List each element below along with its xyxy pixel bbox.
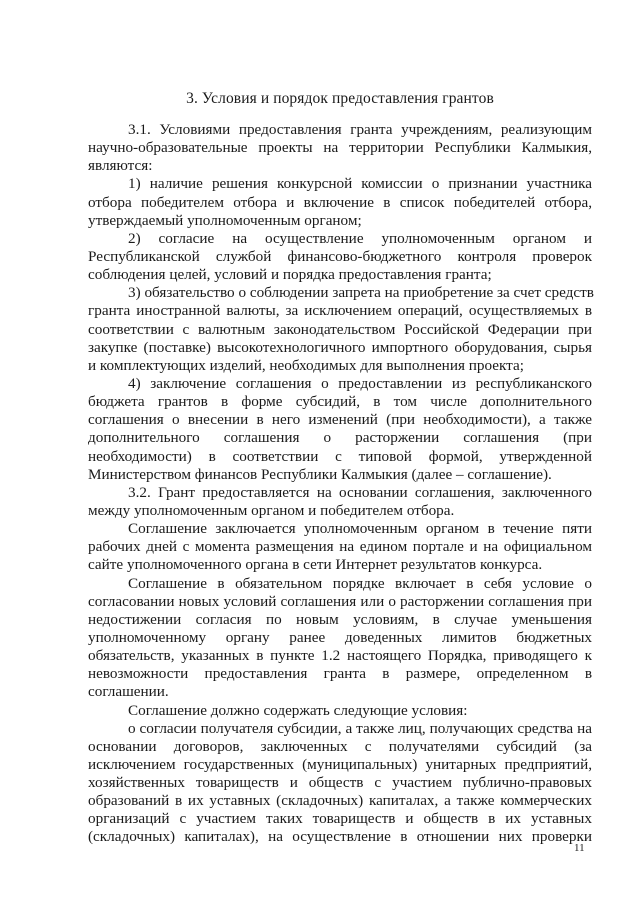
text-line: отбора победителем отбора и включение в список победителей отбора,	[88, 193, 592, 211]
text-line: 3.1. Условиями предоставления гранта учреждениям, реализующим	[128, 121, 592, 138]
text-line: соглашения о внесении в него изменений (при необходимости), а также	[88, 411, 592, 429]
body-text	[88, 121, 592, 847]
text-line: сайте уполномоченного органа в сети Интернет результатов конкурса.	[88, 556, 543, 574]
text-line: 4) заключение соглашения о предоставлении из республиканского	[128, 374, 592, 392]
text-line: исключением государственных (муниципальных) унитарных предприятий,	[88, 755, 592, 773]
text-line: научно-образовательные проекты на территории Республики Калмыкия,	[88, 139, 592, 157]
text-line: о согласии получателя субсидии, а также лиц, получающих средства на	[128, 719, 592, 737]
text-line: соответствии с валютным законодательством Российской Федерации при	[88, 320, 592, 338]
text-line: хозяйственных товариществ и обществ с участием публично-правовых	[88, 774, 592, 792]
text-line: образований в их уставных (складочных) капиталах, а также коммерческих	[88, 792, 592, 810]
text-line: недостижении согласия по новым условиям, в случае уменьшения	[88, 610, 592, 628]
text-line: основании договоров, заключенных с получателями субсидий (за	[88, 737, 592, 755]
text-line: Соглашение должно содержать следующие условия:	[128, 701, 468, 719]
text-line: и комплектующих изделий, необходимых для выполнения проекта;	[88, 356, 524, 374]
text-line: Республиканской службой финансово-бюджетного контроля проверок	[88, 247, 592, 265]
text-line: гранта иностранной валюты, за исключением операций, осуществляемых в	[88, 302, 592, 320]
section-heading: 3. Условия и порядок предоставления грантов	[186, 90, 494, 107]
text-line: 3.2. Грант предоставляется на основании соглашения, заключенного	[128, 483, 592, 501]
text-line: организаций с участием таких товариществ и обществ в их уставных	[88, 810, 592, 828]
text-line: согласовании новых условий соглашения или о расторжении соглашения при	[88, 592, 592, 610]
text-line: невозможности предоставления гранта в размере, определенном в	[88, 665, 592, 683]
text-line: 1) наличие решения конкурсной комиссии о признании участника	[128, 175, 592, 193]
text-line: Соглашение в обязательном порядке включает в себя условие о	[128, 574, 592, 592]
text-line: Соглашение заключается уполномоченным органом в течение пяти	[128, 520, 592, 538]
text-line: 2) согласие на осуществление уполномоченным органом и	[128, 229, 592, 247]
text-line: закупке (поставке) высокотехнологичного импортного оборудования, сырья	[88, 338, 592, 356]
text-line: обязательств, указанных в пункте 1.2 настоящего Порядка, приводящего к	[88, 647, 592, 665]
page-number: 11	[574, 842, 585, 854]
text-line: дополнительного соглашения о расторжении соглашения (при	[88, 429, 592, 447]
text-line: утверждаемый уполномоченным органом;	[88, 211, 362, 229]
text-line: необходимости) в соответствии с типовой формой, утвержденной	[88, 447, 592, 465]
text-line: (складочных) капиталах), на осуществление в отношении них проверки	[88, 828, 592, 846]
text-line: бюджета грантов в форме субсидий, в том числе дополнительного	[88, 393, 592, 411]
text-line: Министерством финансов Республики Калмыкия (далее – соглашение).	[88, 465, 552, 483]
text-line: соблюдения целей, условий и порядка предоставления гранта;	[88, 266, 492, 284]
text-line: между уполномоченным органом и победителем отбора.	[88, 501, 455, 519]
text-line: уполномоченному органу ранее доведенных лимитов бюджетных	[88, 628, 592, 646]
text-line: рабочих дней с момента размещения на едином портале и на официальном	[88, 538, 592, 556]
text-line: являются:	[88, 157, 153, 175]
text-line: 3) обязательство о соблюдении запрета на приобретение за счет средств	[128, 284, 594, 302]
text-line: соглашении.	[88, 683, 169, 701]
